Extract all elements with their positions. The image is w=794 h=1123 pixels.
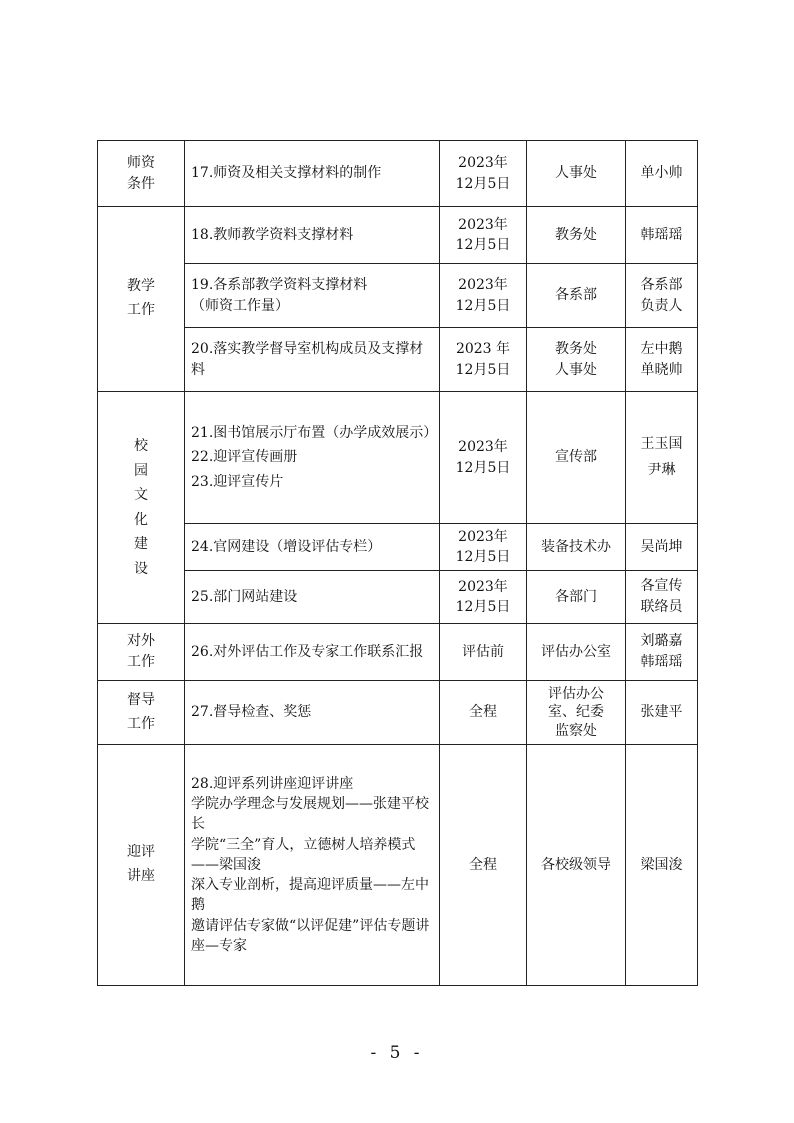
category-cell: 督导 工作 [98,681,185,745]
task-cell: 19.各系部教学资料支撑材料 （师资工作量） [185,264,440,328]
category-cell: 教学 工作 [98,207,185,392]
task-line: 深入专业剖析，提高迎评质量——左中鹅 [191,877,429,914]
table-row [98,392,698,524]
schedule-table [97,140,698,986]
table-row [98,624,698,681]
table-row [98,141,698,207]
date-cell: 全程 [440,745,527,986]
task-line: 学院“三全”育人，立德树人培养模式——梁国浚 [191,836,416,873]
dept-cell: 宣传部 [527,392,626,524]
table-row [98,264,698,328]
date-cell: 2023年 12月5日 [440,571,527,624]
date-cell: 全程 [440,681,527,745]
table-row [98,328,698,392]
category-cell: 迎评 讲座 [98,745,185,986]
date-cell: 评估前 [440,624,527,681]
date-cell: 2023年 12月5日 [440,524,527,571]
person-cell: 刘璐嘉 韩瑶瑶 [626,624,698,681]
table-row [98,524,698,571]
person-cell: 王玉国 尹琳 [626,392,698,524]
person-cell: 左中鹅 单晓帅 [626,328,698,392]
table-row [98,745,698,986]
dept-cell: 装备技术办 [527,524,626,571]
task-line: 邀请评估专家做“以评促建”评估专题讲座—专家 [191,917,430,955]
date-cell: 2023年 12月5日 [440,207,527,264]
date-cell: 2023年 12月5日 [440,141,527,207]
date-cell: 2023年 12月5日 [440,392,527,524]
task-cell: 27.督导检查、奖惩 [185,681,440,745]
task-line: 23.迎评宣传片 [191,473,284,490]
task-cell: 17.师资及相关支撑材料的制作 [185,141,440,207]
date-cell: 2023年 12月5日 [440,264,527,328]
person-cell: 单小帅 [626,141,698,207]
table-row [98,571,698,624]
person-cell: 各系部 负责人 [626,264,698,328]
person-cell: 韩瑶瑶 [626,207,698,264]
task-cell: 20.落实教学督导室机构成员及支撑材料 [185,328,440,392]
task-cell: 18.教师教学资料支撑材料 [185,207,440,264]
dept-cell: 人事处 [527,141,626,207]
task-line: 22.迎评宣传画册 [191,449,298,466]
person-cell: 各宣传 联络员 [626,571,698,624]
task-cell: 25.部门网站建设 [185,571,440,624]
task-line: 21.图书馆展示厅布置（办学成效展示） [191,424,438,441]
task-cell [185,745,440,986]
task-cell [185,392,440,524]
person-cell: 吴尚坤 [626,524,698,571]
person-cell: 张建平 [626,681,698,745]
page-number: - 5 - [370,1043,424,1063]
table-row [98,207,698,264]
task-cell: 26.对外评估工作及专家工作联系汇报 [185,624,440,681]
task-line: 28.迎评系列讲座迎评讲座 [191,775,354,792]
table-row [98,681,698,745]
task-cell: 24.官网建设（增设评估专栏） [185,524,440,571]
category-cell: 校 园 文 化 建 设 [98,392,185,624]
category-cell: 师资 条件 [98,141,185,207]
dept-cell: 各校级领导 [527,745,626,986]
dept-cell: 教务处 人事处 [527,328,626,392]
dept-cell: 各部门 [527,571,626,624]
person-cell: 梁国浚 [626,745,698,986]
dept-cell: 各系部 [527,264,626,328]
dept-cell: 评估办公室 [527,624,626,681]
dept-cell: 评估办公 室、纪委 监察处 [527,681,626,745]
date-cell: 2023 年 12月5日 [440,328,527,392]
dept-cell: 教务处 [527,207,626,264]
task-line: 学院办学理念与发展规划——张建平校长 [191,795,429,833]
category-cell: 对外 工作 [98,624,185,681]
